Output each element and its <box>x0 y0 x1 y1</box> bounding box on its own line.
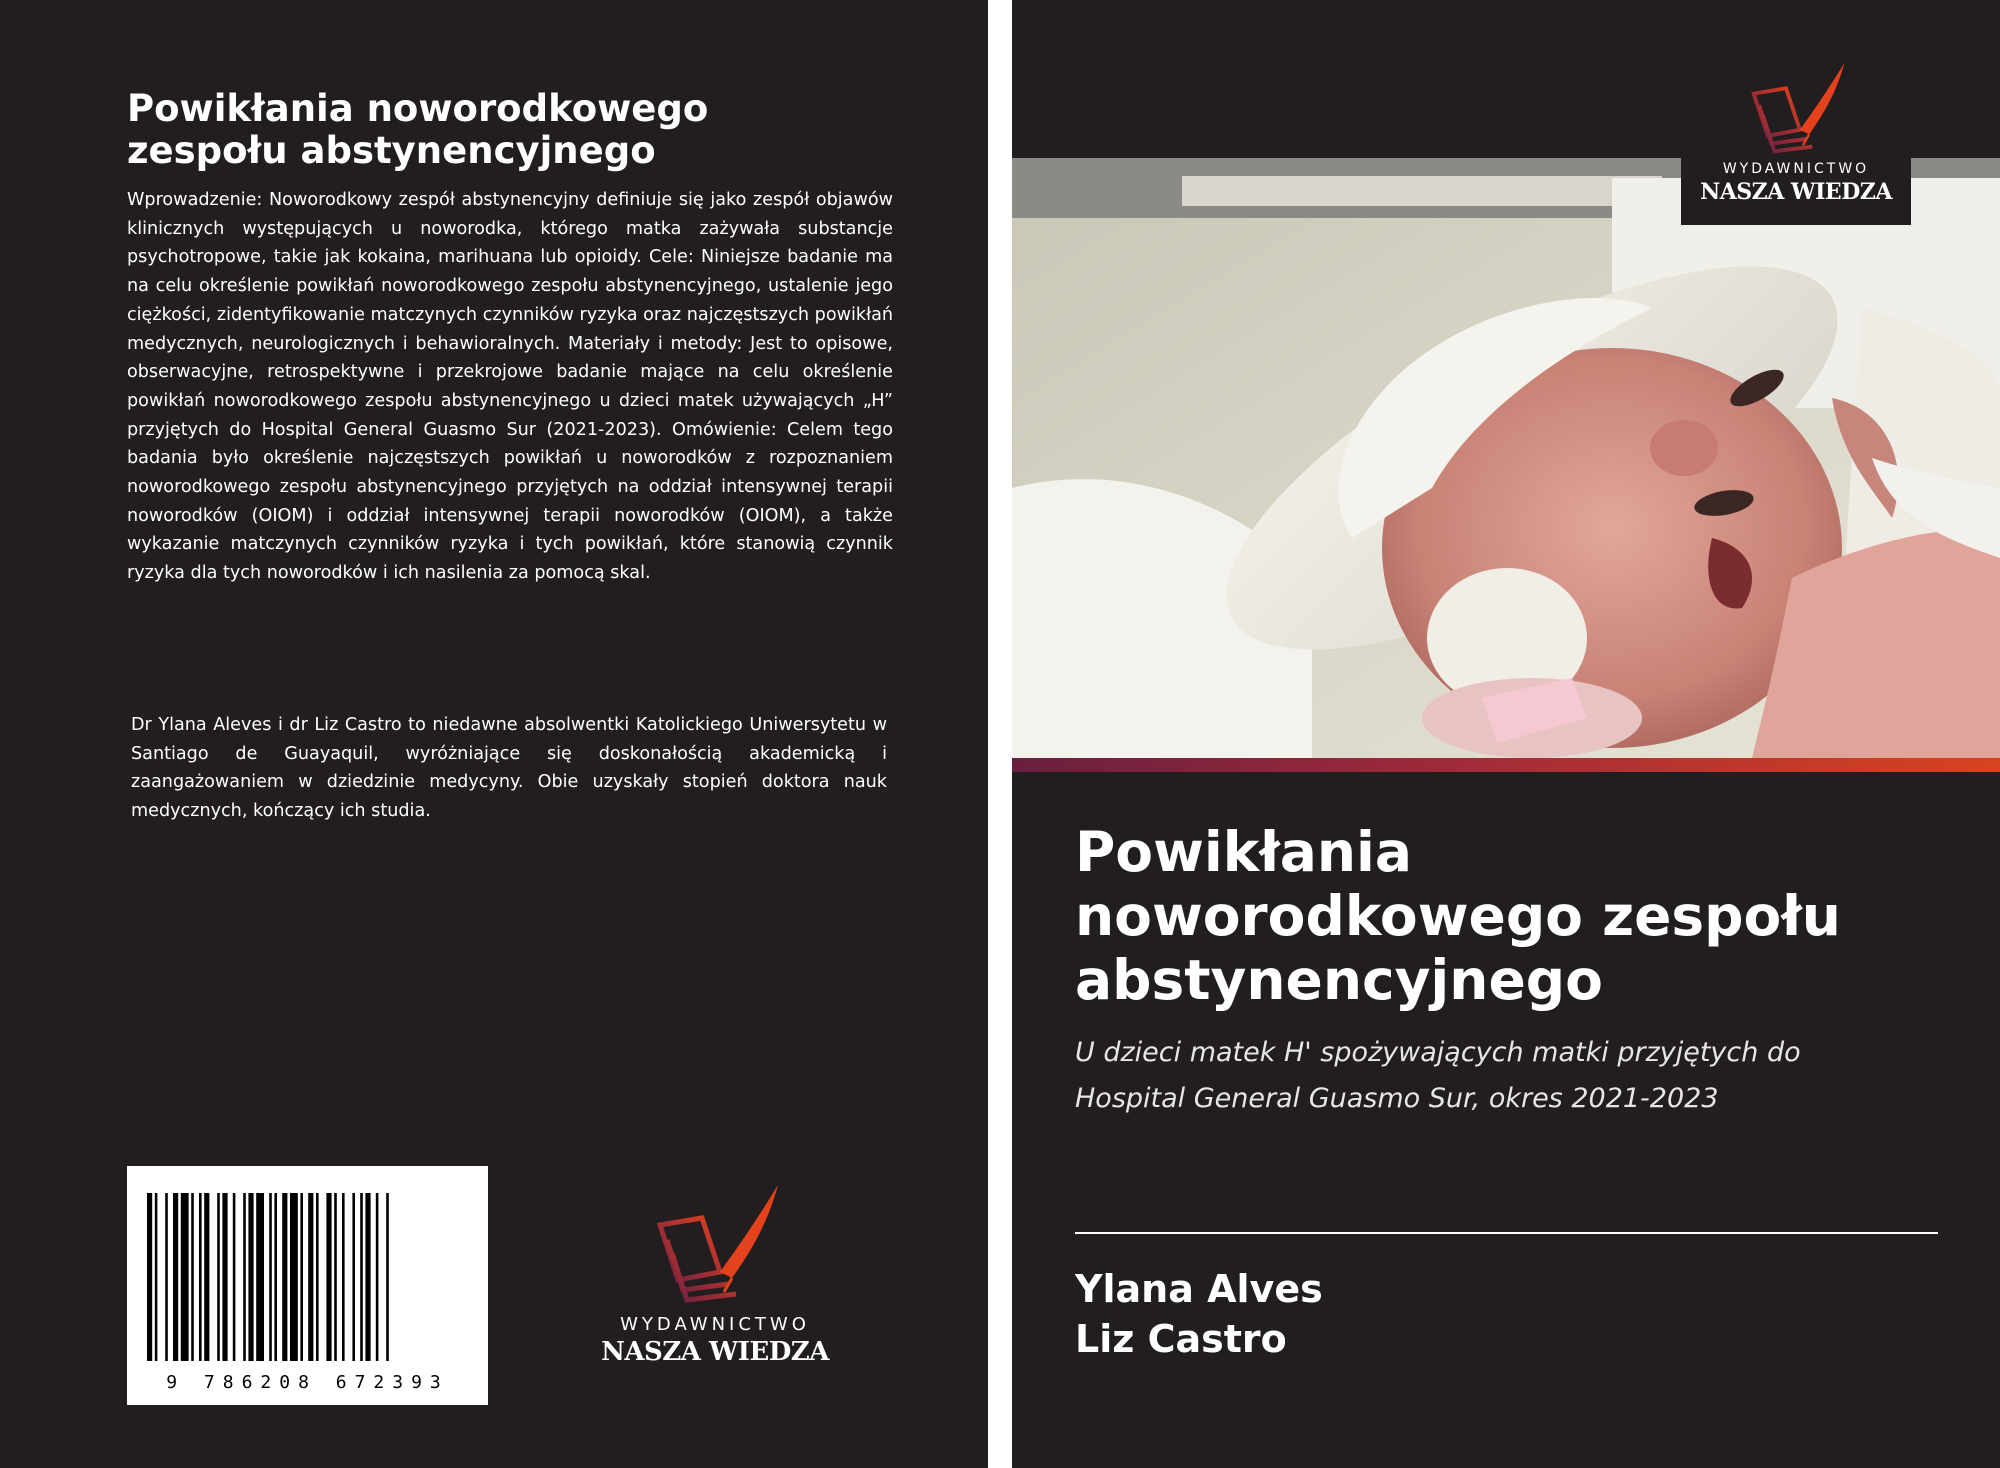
author-bio-text: Dr Ylana Aleves i dr Liz Castro to niedawne absolwentki Katolickiego Uniwersytetu w Santiago de Guayaquil, wyróżniające się doskonałością akademicką i zaangażowaniem w dziedzinie medycyny. Obie uzyskały stopień doktora nauk medycznych, kończący ich studia. <box>131 715 887 822</box>
barcode-bar <box>300 1193 303 1361</box>
publisher-logo-front <box>1681 55 1911 225</box>
front-cover <box>1012 0 2000 1468</box>
book-feather-icon <box>1736 59 1856 159</box>
back-cover-title <box>127 88 927 172</box>
accent-color-strip <box>1012 758 2000 772</box>
barcode-bar <box>274 1193 277 1361</box>
abstract-text: Wprowadzenie: Noworodkowy zespół abstynencyjny definiuje się jako zespół objawów klinicznych występujących u noworodka, którego matka zażywała substancje psychotropowe, takie jak kokaina, marihuana lub opioidy. Cele: Niniejsze badanie ma na celu określenie powikłań noworodkowego zespołu abstynencyjnego, ustalenie jego ciężkości, zidentyfikowanie matczynych czynników ryzyka oraz najczęstszych powikłań medycznych, neurologicznych i behawioralnych. Materiały i metody: Jest to opisowe, obserwacyjne, retrospektywne i przekrojowe badanie mające na celu określenie powikłań noworodkowego zespołu abstynencyjnego u dzieci matek używających „H” przyjętych do Hospital General Guasmo Sur (2021-2023). Omówienie: Celem tego badania było określenie najczęstszych powikłań u noworodków z rozpoznaniem noworodkowego zespołu abstynencyjnego przyjętych na oddział intensywnej terapii noworodków (OIOM) i oddział intensywnej terapii noworodków (OIOM), a także wykazanie matczynych czynników ryzyka i tych powikłań, które stanowią czynnik ryzyka dla tych noworodków i ich nasilenia za pomocą skal. <box>127 190 893 584</box>
back-cover <box>0 0 988 1468</box>
barcode-bar <box>233 1193 236 1361</box>
publisher-label-small: WYDAWNICTWO <box>620 1314 810 1335</box>
publisher-label-small: WYDAWNICTWO <box>1722 161 1870 177</box>
barcode-bar <box>256 1193 264 1361</box>
barcode-bar <box>191 1193 194 1361</box>
subtitle-line: Hospital General Guasmo Sur, okres 2021-2023 <box>1075 1083 1719 1114</box>
barcode-bar <box>222 1193 227 1361</box>
barcode-bar <box>308 1193 313 1361</box>
barcode-bars <box>147 1193 468 1361</box>
publisher-label-big: NASZA WIEDZA <box>1700 179 1892 205</box>
barcode-bar <box>376 1193 379 1361</box>
barcode-bar <box>199 1193 202 1361</box>
barcode-bar <box>217 1193 220 1361</box>
barcode-bar <box>181 1193 189 1361</box>
subtitle-line: U dzieci matek H' spożywających matki przyjętych do <box>1075 1037 1801 1068</box>
barcode-bar <box>334 1193 337 1361</box>
front-cover-title <box>1075 820 1955 1012</box>
newborn-baby-photo <box>1012 158 2000 758</box>
front-title-line: abstynencyjnego <box>1075 948 1603 1012</box>
baby-illustration <box>1012 158 2000 758</box>
barcode-bar <box>248 1193 253 1361</box>
publisher-logo-back <box>590 1180 840 1370</box>
front-title-line: noworodkowego zespołu <box>1075 884 1841 948</box>
barcode-bar <box>269 1193 272 1361</box>
isbn-number: 9 786208 672393 <box>166 1372 449 1393</box>
back-title-line: Powikłania noworodkowego <box>127 87 709 130</box>
front-title-line: Powikłania <box>1075 820 1412 884</box>
barcode-bar <box>173 1193 178 1361</box>
barcode-bar <box>155 1193 158 1361</box>
publisher-label-big: NASZA WIEDZA <box>601 1337 829 1367</box>
barcode-bar <box>290 1193 298 1361</box>
back-title-line: zespołu abstynencyjnego <box>127 129 656 172</box>
author-name: Ylana Alves <box>1075 1267 1323 1311</box>
barcode-bar <box>326 1193 331 1361</box>
barcode-bar <box>316 1193 319 1361</box>
barcode-bar <box>365 1193 370 1361</box>
barcode-bar <box>360 1193 363 1361</box>
barcode-bar <box>243 1193 246 1361</box>
barcode-bar <box>147 1193 152 1361</box>
barcode-bar <box>165 1193 168 1361</box>
isbn-barcode <box>127 1166 488 1405</box>
barcode-bar <box>352 1193 355 1361</box>
author-list <box>1075 1264 1323 1364</box>
front-cover-subtitle <box>1075 1030 1955 1122</box>
title-divider <box>1075 1232 1938 1234</box>
author-name: Liz Castro <box>1075 1317 1287 1361</box>
barcode-bar <box>204 1193 209 1361</box>
barcode-bar <box>282 1193 287 1361</box>
barcode-bar <box>386 1193 389 1361</box>
book-feather-icon <box>640 1180 790 1310</box>
barcode-bar <box>342 1193 345 1361</box>
